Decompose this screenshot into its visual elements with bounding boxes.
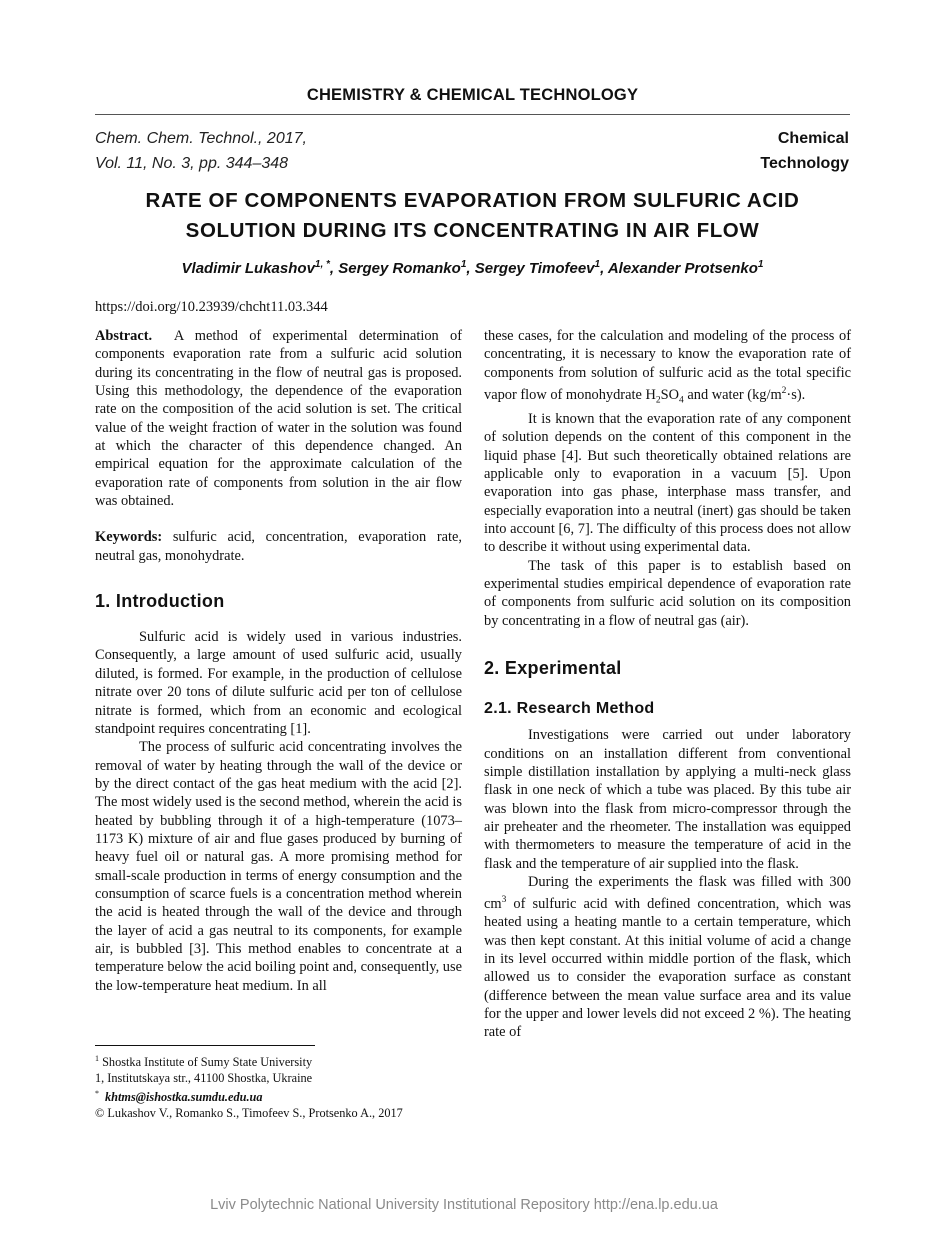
keywords-text: sulfuric acid, concentration, evaporation rate, neutral gas, monohydrate.	[95, 529, 462, 564]
paragraph: It is known that the evaporation rate of any component of solution depends on the content of this component in the liquid phase [4]. But such theoretically obtained relations are applicable only to evaporation in a vacuum [5]. Upon evaporation into gas phase, interphase mass transfer, and especially evaporation into a neutral (inert) gas should be taken into account [6, 7]. The difficulty of this process does not allow to describe it without using experimental data.	[484, 411, 851, 556]
paragraph-text: During the experiments the flask was filled with 300 cm	[484, 873, 851, 913]
unit-superscript: 3	[501, 895, 507, 906]
author-affiliation-mark: 1	[594, 259, 601, 270]
section-line-1: Chemical	[777, 130, 849, 147]
paragraph-text: ·s).	[786, 386, 806, 403]
paragraph-text: these cases, for the calculation and modeling of the process of concentrating, it is necessary to know the evaporation rate of components from solution of sulfuric acid as the total specific vapor flow of monohydrate	[484, 328, 851, 403]
repository-footer: Lviv Polytechnic National University Institutional Repository http://ena.lp.edu.ua	[210, 1197, 718, 1213]
title-line-2: SOLUTION DURING ITS CONCENTRATING IN AIR FLOW	[185, 219, 760, 242]
right-column	[484, 327, 851, 1042]
journal-name: CHEMISTRY & CHEMICAL TECHNOLOGY	[306, 86, 639, 104]
citation-info	[95, 126, 307, 176]
journal-section	[760, 126, 849, 176]
paragraph	[484, 873, 851, 1042]
author-name: Vladimir Lukashov	[181, 260, 315, 277]
left-column	[95, 327, 462, 995]
paragraph-text: and water (kg/m	[683, 386, 782, 403]
paragraph: The task of this paper is to establish based on experimental studies empirical dependence of evaporation rate of components from sulfuric acid solution on its composition by concentrating in a flow of neutral gas (air).	[484, 557, 851, 629]
paragraph: Sulfuric acid is widely used in various industries. Consequently, a large amount of used sulfuric acid, usually diluted, is formed. For example, in the production of cellulose nitrate over 20 tons of dilute sulfuric acid per ton of cellulose nitrate is formed, which from an economic and ecological standpoint requires concentrating [1].	[95, 629, 462, 737]
citation-line-1: Chem. Chem. Technol., 2017,	[95, 130, 307, 147]
author-affiliation-mark: 1	[757, 259, 764, 270]
paragraph-text: of sulfuric acid with defined concentration, which was heated using a heating mantle to a certain temperature, which was then kept constant. At this initial volume of acid a change in its level occurred within middle portion of the flask, which allowed us to consider the evaporation surface as constant (difference between the mean value surface area and its value for the upper and lower levels did not exceed 2 %). The heating rate of	[484, 896, 851, 1041]
subsection-heading-research-method: 2.1. Research Method	[484, 700, 655, 718]
author-name: Sergey Timofeev	[474, 260, 595, 277]
formula-text: H	[645, 386, 656, 403]
author-list: Vladimir Lukashov$^{1, *}$, Sergey Romanko$^1$, Sergey Timofeev$^1$, Alexander Protsenko$^1$	[181, 259, 764, 277]
footnote-mark: 1	[95, 1054, 99, 1063]
keywords	[95, 528, 462, 565]
citation-line-2: Vol. 11, No. 3, pp. 344–348	[95, 155, 289, 172]
footnote-mark: *	[95, 1089, 99, 1099]
author-affiliation-mark: 1	[460, 259, 467, 270]
abstract-text: A method of experimental determination of components evaporation rate from a sulfuric acid solution during its concentrating in the flow of neutral gas is proposed. Using this methodology, the dependence of the evaporation rate on the composition of the acid solution is set. The critical value of the weight fraction of water in the solution was found at which the character of this dependence changed. An empirical equation for the approximate calculation of the evaporation rate of components from solution in the air flow was obtained.	[95, 328, 463, 510]
footnote-email	[95, 1086, 403, 1106]
paragraph-continued	[484, 327, 851, 410]
section-heading-experimental: 2. Experimental	[484, 658, 622, 679]
unit-superscript: 2	[781, 386, 787, 397]
abstract	[95, 327, 462, 510]
footnote-address: 1, Institutskaya str., 41100 Shostka, Ukraine	[95, 1070, 313, 1085]
doi-link[interactable]: https://doi.org/10.23939/chcht11.03.344	[95, 299, 328, 315]
section-line-2: Technology	[760, 155, 849, 172]
paragraph: The process of sulfuric acid concentrating involves the removal of water by heating through the wall of the device or by the direct contact of the gas heat medium with the acid [2]. The most widely used is the second method, wherein the acid is heated by bubbling through it of a high-temperature (1073–1173 K) mixture of air and flue gases produced by burning of heavy fuel oil or natural gas. A more promising method for small-scale production in terms of energy consumption and the consumption of scarce fuels is a concentration method wherein the acid is heated through the wall of the device and through the layer of acid a gas neutral to its components, for example air, is bubbled [3]. This method enables to concentrate at a temperature below the acid boiling point and, consequently, use the low-temperature heat medium. In all	[95, 739, 462, 994]
formula-text: SO	[660, 386, 680, 403]
footnote-affiliation	[95, 1051, 403, 1071]
author-name: Sergey Romanko	[338, 260, 461, 277]
author-affiliation-mark: 1, *	[314, 259, 330, 270]
section-heading-introduction: 1. Introduction	[95, 591, 225, 612]
paragraph: Investigations were carried out under laboratory conditions on an installation different from conventional simple distillation installation by applying a multi-neck glass flask in one neck of which a tube was placed. By this tube air was blown into the flask from micro-compressor through the air preheater and the rheometer. The installation was equipped with thermometers to measure the temperature of acid in the flask and the temperature of air supplied into the flask.	[484, 727, 851, 872]
footnote-copyright: © Lukashov V., Romanko S., Timofeev S., Protsenko A., 2017	[95, 1105, 403, 1120]
title-line-1: RATE OF COMPONENTS EVAPORATION FROM SULFURIC ACID	[145, 189, 800, 212]
author-name: Alexander Protsenko	[607, 260, 758, 277]
formula-subscript: 2	[655, 395, 661, 406]
header-divider	[95, 114, 850, 115]
keywords-label: Keywords:	[95, 529, 163, 546]
corresponding-email-link[interactable]: khtms@ishostka.sumdu.edu.ua	[105, 1090, 263, 1105]
footnote-divider	[95, 1045, 315, 1046]
affiliation-text: Shostka Institute of Sumy State University	[102, 1055, 313, 1070]
article-title	[95, 186, 850, 246]
abstract-label: Abstract.	[95, 328, 153, 344]
footnotes	[95, 1051, 403, 1121]
formula-subscript: 4	[679, 395, 684, 406]
